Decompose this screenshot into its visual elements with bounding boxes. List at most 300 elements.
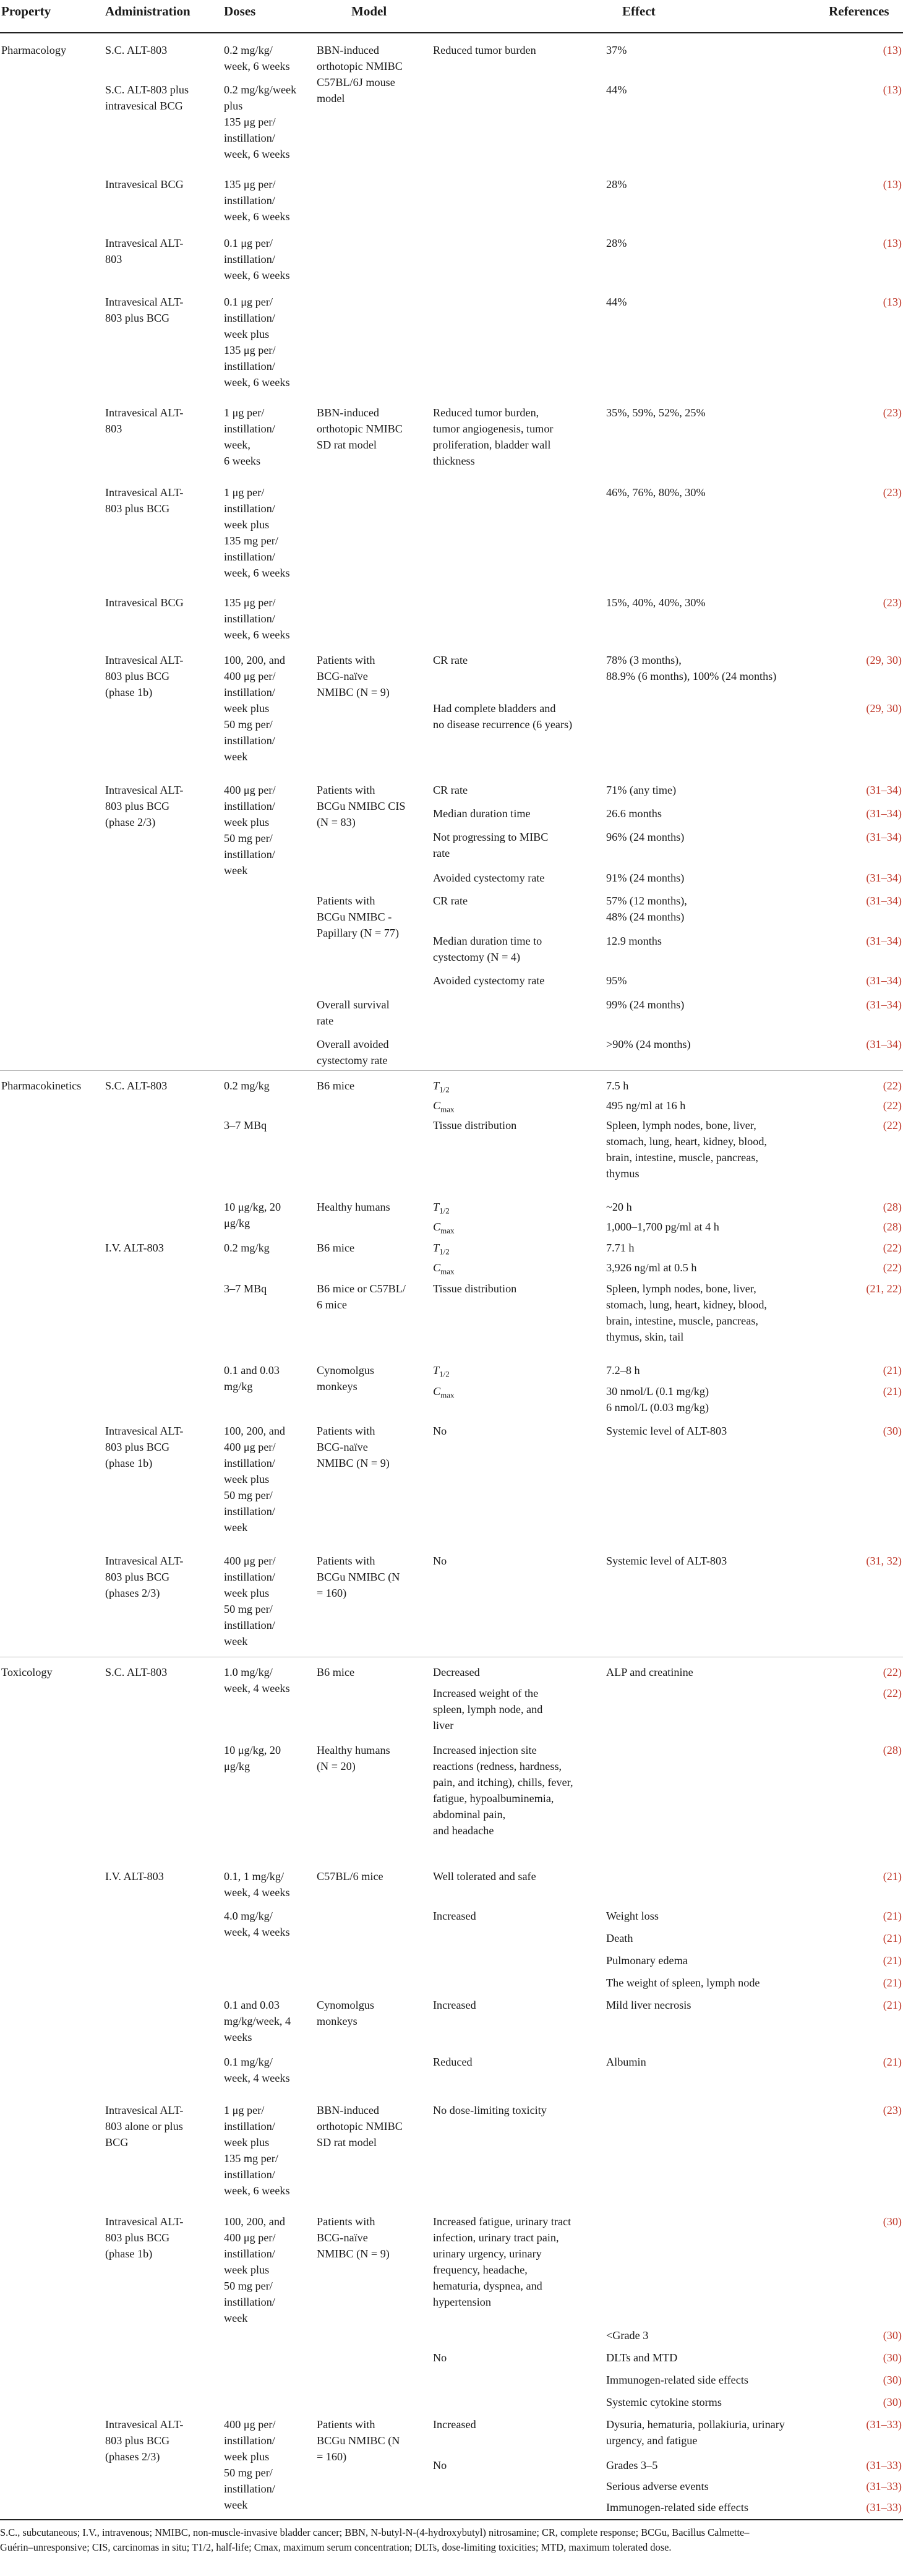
cell-line: week	[224, 1635, 248, 1647]
cell-model	[317, 1553, 400, 1601]
cell-line: Increased fatigue, urinary tract	[433, 2215, 571, 2228]
cell-ref[interactable]	[883, 1952, 902, 1968]
cell-eff1	[433, 42, 536, 58]
cell-line: monkeys	[317, 1380, 357, 1393]
cell-line: >90% (24 months)	[606, 1038, 691, 1050]
cell-ref[interactable]	[883, 1240, 902, 1256]
cell-eff2	[606, 2478, 709, 2494]
cell-line: brain, intestine, muscle, pancreas,	[606, 1315, 758, 1327]
cell-line: plus	[224, 100, 243, 112]
cell-line: week, 6 weeks	[224, 210, 290, 223]
cell-eff2	[606, 484, 706, 500]
cell-eff2	[606, 805, 662, 822]
cell-eff1	[433, 2350, 447, 2366]
cell-ref[interactable]	[866, 1036, 902, 1052]
cell-dose	[224, 1742, 281, 1774]
cell-ref[interactable]	[866, 1281, 902, 1297]
cell-line: 0.1 μg per/	[224, 296, 273, 308]
cell-line: 400 μg per/	[224, 2418, 276, 2431]
cell-line: Overall avoided	[317, 1038, 389, 1050]
cell-line: BCGu NMIBC (N	[317, 2434, 400, 2447]
cell-line: (28)	[883, 1744, 902, 1756]
cell-line: 50 mg per/	[224, 2280, 273, 2292]
cell-line: week plus	[224, 1473, 270, 1485]
header-model: Model	[351, 4, 387, 19]
cell-line: Dysuria, hematuria, pollakiuria, urinary	[606, 2418, 785, 2431]
cell-line: 7.5 h	[606, 1080, 629, 1092]
cell-eff2	[606, 997, 684, 1013]
cell-eff2	[606, 1117, 767, 1182]
cell-line: 3,926 ng/ml at 0.5 h	[606, 1261, 697, 1274]
cell-line: stomach, lung, heart, kidney, blood,	[606, 1299, 767, 1311]
cell-line: Toxicology	[1, 1666, 53, 1678]
cell-line: (23)	[883, 2104, 902, 2116]
cell-dose	[224, 176, 290, 225]
cell-model	[317, 2213, 390, 2262]
cell-eff2	[606, 1199, 632, 1215]
cell-adm	[105, 2213, 183, 2262]
cell-line: (31–34)	[866, 807, 902, 820]
cell-line: instillation/	[224, 2483, 275, 2495]
header-doses: Doses	[224, 4, 256, 19]
cell-eff1	[433, 1240, 450, 1260]
cell-eff1	[433, 2054, 473, 2070]
cell-line: instillation/	[224, 848, 275, 861]
cell-line: Not progressing to MIBC	[433, 831, 549, 843]
cell-eff1	[433, 870, 544, 886]
cell-line: tumor angiogenesis, tumor	[433, 423, 554, 435]
cell-line: liver	[433, 1719, 454, 1732]
cell-dose	[224, 405, 275, 469]
cell-line: $T_{1/2}$	[433, 1242, 450, 1256]
cell-line: week, 4 weeks	[224, 1886, 290, 1899]
cell-line: Avoided cystectomy rate	[433, 974, 545, 987]
cell-eff1	[433, 1553, 447, 1569]
cell-ref[interactable]	[883, 176, 902, 192]
cell-line: (31–34)	[866, 872, 902, 884]
cell-dose	[224, 1240, 270, 1256]
cell-line: Increased injection site	[433, 1744, 537, 1756]
cell-adm	[105, 2102, 183, 2150]
cell-ref[interactable]	[883, 1383, 902, 1399]
cell-line: CR rate	[433, 654, 468, 666]
cell-dose	[224, 1281, 267, 1297]
cell-eff1	[433, 2102, 547, 2118]
cell-line: Intravesical ALT-	[105, 1555, 184, 1567]
cell-line: (22)	[883, 1099, 902, 1112]
cell-dose	[224, 595, 290, 643]
cell-line: C57BL/6 mice	[317, 1870, 383, 1883]
cell-line: instillation/	[224, 734, 275, 747]
cell-eff2	[606, 2416, 785, 2449]
cell-line: μg/kg	[224, 1217, 250, 1229]
cell-adm	[105, 484, 183, 517]
cell-line: instillation/	[224, 312, 275, 324]
cell-eff1	[433, 829, 548, 861]
cell-line: 0.1 and 0.03	[224, 1999, 280, 2011]
cell-ref[interactable]	[866, 2457, 902, 2473]
cell-line: 44%	[606, 84, 627, 96]
cell-dose	[224, 82, 296, 162]
cell-line: 3–7 MBq	[224, 1119, 267, 1131]
cell-eff2	[606, 972, 627, 989]
cell-line: B6 mice or C57BL/	[317, 1282, 406, 1295]
cell-line: BCG-naïve	[317, 2231, 368, 2244]
cell-line: $C_{max}$	[433, 1261, 455, 1276]
cell-line: Patients with	[317, 1425, 375, 1437]
cell-line: 803 plus BCG	[105, 502, 170, 515]
cell-line: 71% (any time)	[606, 784, 677, 796]
cell-ref[interactable]	[866, 893, 902, 909]
cell-line: week plus	[224, 702, 270, 715]
cell-ref[interactable]	[883, 1975, 902, 1991]
cell-line: Intravesical ALT-	[105, 654, 184, 666]
cell-line: (23)	[883, 596, 902, 609]
cell-dose	[224, 484, 290, 581]
cell-line: Mild liver necrosis	[606, 1999, 691, 2011]
cell-line: 803 alone or plus	[105, 2120, 183, 2132]
cell-line: Increased	[433, 1999, 476, 2011]
cell-eff1	[433, 2416, 476, 2432]
cell-line: 400 μg per/	[224, 784, 276, 796]
cell-ref[interactable]	[866, 805, 902, 822]
cell-ref[interactable]	[883, 1423, 902, 1439]
cell-model	[317, 2102, 403, 2150]
cell-eff1	[433, 1908, 476, 1924]
cell-line: 135 μg per/	[224, 116, 276, 128]
cell-line: instillation/	[224, 2168, 275, 2181]
cell-line: 0.1, 1 mg/kg/	[224, 1870, 285, 1883]
cell-line: Patients with	[317, 1555, 375, 1567]
cell-line: BCGu NMIBC (N	[317, 1571, 400, 1583]
cell-ref[interactable]	[883, 294, 902, 310]
cell-eff2	[606, 1930, 633, 1946]
cell-ref[interactable]	[883, 2327, 902, 2343]
cell-line: SD rat model	[317, 2136, 377, 2149]
cell-line: instillation/	[224, 132, 275, 144]
cell-line: week, 6 weeks	[224, 629, 290, 641]
cell-line: (21)	[883, 2056, 902, 2068]
cell-eff2	[606, 2499, 748, 2515]
cell-ref[interactable]	[883, 1362, 902, 1378]
cell-model	[317, 1664, 354, 1680]
cell-line: weeks	[224, 2031, 252, 2043]
cell-line: instillation/	[224, 2248, 275, 2260]
cell-ref[interactable]	[883, 1930, 902, 1946]
cell-ref[interactable]	[883, 2213, 902, 2230]
cell-line: Patients with	[317, 2215, 375, 2228]
cell-line: SD rat model	[317, 439, 377, 451]
cell-line: thymus, skin, tail	[606, 1331, 684, 1343]
cell-line: NMIBC (N = 9)	[317, 686, 390, 698]
cell-line: 803	[105, 423, 122, 435]
cell-dose	[224, 1664, 290, 1696]
cell-line: thickness	[433, 455, 475, 467]
cell-line: (phases 2/3)	[105, 1587, 160, 1599]
cell-line: (phase 1b)	[105, 1457, 153, 1469]
cell-line: Intravesical ALT-	[105, 2104, 184, 2116]
cell-line: BBN-induced	[317, 44, 380, 56]
cell-dose	[224, 1117, 267, 1133]
cell-model	[317, 1199, 390, 1215]
cell-eff2	[606, 1664, 693, 1680]
cell-line: week	[224, 1521, 248, 1534]
cell-line: 135 μg per/	[224, 344, 276, 356]
cell-line: week plus	[224, 1587, 270, 1599]
cell-ref[interactable]	[883, 2372, 902, 2388]
cell-line: 400 μg per/	[224, 1555, 276, 1567]
cell-line: orthotopic NMIBC	[317, 423, 403, 435]
cell-ref[interactable]	[866, 782, 902, 798]
cell-line: 37%	[606, 44, 627, 56]
cell-line: 803 plus BCG	[105, 800, 170, 812]
cell-line: $T_{1/2}$	[433, 1080, 450, 1094]
cell-eff2	[606, 870, 684, 886]
cell-eff2	[606, 176, 627, 192]
cell-line: (21, 22)	[866, 1282, 902, 1295]
cell-eff2	[606, 652, 776, 684]
cell-line: 35%, 59%, 52%, 25%	[606, 406, 706, 419]
cell-line: BCGu NMIBC -	[317, 911, 392, 923]
cell-line: (21)	[883, 1977, 902, 1989]
cell-line: (28)	[883, 1201, 902, 1213]
cell-adm	[105, 1553, 183, 1601]
cell-ref[interactable]	[883, 595, 902, 611]
cell-line: Avoided cystectomy rate	[433, 872, 545, 884]
cell-line: (13)	[883, 178, 902, 191]
cell-line: monkeys	[317, 2015, 357, 2027]
cell-eff2	[606, 405, 706, 421]
cell-line: (29, 30)	[866, 654, 902, 666]
cell-ref[interactable]	[883, 2102, 902, 2118]
cell-line: 50 mg per/	[224, 2467, 273, 2479]
cell-line: BCG	[105, 2136, 129, 2149]
cell-line: (21)	[883, 1364, 902, 1376]
cell-line: model	[317, 92, 345, 105]
cell-line: week	[224, 750, 248, 763]
cell-ref[interactable]	[883, 1742, 902, 1758]
cell-line: orthotopic NMIBC	[317, 60, 403, 72]
cell-eff2	[606, 1975, 760, 1991]
cell-line: hypertension	[433, 2296, 491, 2308]
cell-line: (21)	[883, 1932, 902, 1944]
cell-line: S.C. ALT-803	[105, 1666, 168, 1678]
cell-adm	[105, 1423, 183, 1471]
cell-line: (31–33)	[866, 2480, 902, 2492]
cell-eff1	[433, 1423, 447, 1439]
cell-ref[interactable]	[883, 1664, 902, 1680]
cell-ref[interactable]	[866, 652, 902, 668]
cell-eff2	[606, 1260, 697, 1276]
cell-line: (31–34)	[866, 998, 902, 1011]
cell-ref[interactable]	[866, 1553, 902, 1569]
cell-dose	[224, 42, 290, 74]
cell-line: B6 mice	[317, 1080, 355, 1092]
cell-ref[interactable]	[883, 235, 902, 251]
cell-eff2	[606, 2327, 648, 2343]
cell-eff1	[433, 1742, 573, 1839]
cell-adm	[105, 1078, 167, 1094]
cell-adm	[105, 176, 184, 192]
cell-eff1	[433, 1685, 542, 1733]
cell-ref[interactable]	[883, 82, 902, 98]
cell-line: Pharmacology	[1, 44, 67, 56]
cell-ref[interactable]	[883, 1908, 902, 1924]
cell-line: (21)	[883, 1999, 902, 2011]
cell-line: instillation/	[224, 800, 275, 812]
cell-ref[interactable]	[866, 2499, 902, 2515]
cell-eff1	[433, 1199, 450, 1219]
cell-line: 803	[105, 253, 122, 265]
cell-line: (30)	[883, 2329, 902, 2342]
cell-line: instillation/	[224, 2296, 275, 2308]
cell-line: BBN-induced	[317, 406, 380, 419]
cell-eff1	[433, 1117, 516, 1133]
cell-ref[interactable]	[883, 42, 902, 58]
cell-line: ~20 h	[606, 1201, 632, 1213]
cell-eff2	[606, 1097, 685, 1114]
cell-adm	[105, 782, 183, 830]
cell-eff1	[433, 972, 544, 989]
cell-ref[interactable]	[883, 1117, 902, 1133]
cell-line: frequency, headache,	[433, 2264, 528, 2276]
header-bottom-rule	[0, 32, 903, 33]
cell-line: Patients with	[317, 2418, 375, 2431]
cell-line: $C_{max}$	[433, 1385, 455, 1400]
cell-line: Intravesical BCG	[105, 178, 184, 191]
cell-line: 28%	[606, 237, 627, 249]
cell-prop	[1, 42, 66, 58]
cell-eff2	[606, 2457, 657, 2473]
cell-line: Intravesical ALT-	[105, 486, 184, 499]
cell-line: week, 6 weeks	[224, 269, 290, 281]
cell-dose	[224, 782, 276, 878]
header-administration: Administration	[105, 4, 190, 19]
cell-ref[interactable]	[883, 1868, 902, 1884]
footnote-line: Guérin–unresponsive; CIS, carcinomas in situ; T1/2, half-life; Cmax, maximum serum concentration; DLTs, dose-limiting toxicities; MTD, maximum tolerated dose.	[0, 2541, 672, 2553]
cell-line: (22)	[883, 1119, 902, 1131]
cell-line: Increased	[433, 2418, 476, 2431]
cell-line: 803 plus BCG	[105, 312, 170, 324]
cell-ref[interactable]	[883, 484, 902, 500]
cell-line: (31, 32)	[866, 1555, 902, 1567]
cell-line: Median duration time to	[433, 935, 542, 947]
cell-line: No dose-limiting toxicity	[433, 2104, 547, 2116]
cell-line: week plus	[224, 2450, 270, 2463]
cell-ref[interactable]	[866, 700, 902, 716]
cell-line: week plus	[224, 816, 270, 828]
cell-line: 1,000–1,700 pg/ml at 4 h	[606, 1221, 719, 1233]
cell-ref[interactable]	[883, 1199, 902, 1215]
cell-line: Patients with	[317, 895, 375, 907]
cell-line: CR rate	[433, 784, 468, 796]
cell-ref[interactable]	[866, 829, 902, 845]
cell-ref[interactable]	[866, 972, 902, 989]
cell-ref[interactable]	[883, 1685, 902, 1701]
cell-line: Intravesical ALT-	[105, 296, 184, 308]
cell-line: stomach, lung, heart, kidney, blood,	[606, 1135, 767, 1148]
cell-eff2	[606, 1219, 719, 1235]
cell-line: (31–33)	[866, 2501, 902, 2514]
cell-eff2	[606, 782, 676, 798]
cell-eff1	[433, 2213, 571, 2310]
cell-line: week, 4 weeks	[224, 2072, 290, 2084]
cell-eff2	[606, 933, 662, 949]
cell-line: 7.71 h	[606, 1242, 635, 1254]
cell-line: 28%	[606, 178, 627, 191]
cell-eff1	[433, 2457, 447, 2473]
cell-line: (30)	[883, 2351, 902, 2364]
cell-line: Tissue distribution	[433, 1119, 517, 1131]
cell-dose	[224, 1423, 285, 1535]
cell-line: 1 μg per/	[224, 406, 265, 419]
cell-eff2	[606, 1078, 628, 1094]
cell-ref[interactable]	[883, 2350, 902, 2366]
cell-ref[interactable]	[883, 1097, 902, 1114]
cell-line: (13)	[883, 296, 902, 308]
cell-line: = 160)	[317, 2450, 347, 2463]
cell-ref[interactable]	[883, 1997, 902, 2013]
cell-ref[interactable]	[866, 997, 902, 1013]
cell-line: (29, 30)	[866, 702, 902, 715]
cell-line: 48% (24 months)	[606, 911, 685, 923]
cell-ref[interactable]	[866, 933, 902, 949]
cell-line: $C_{max}$	[433, 1099, 455, 1114]
cell-line: CR rate	[433, 895, 468, 907]
table-footnote	[0, 2525, 903, 2555]
cell-line: Patients with	[317, 654, 375, 666]
cell-line: (31–33)	[866, 2418, 902, 2431]
cell-ref[interactable]	[866, 2478, 902, 2494]
cell-line: Death	[606, 1932, 633, 1944]
cell-line: (13)	[883, 44, 902, 56]
cell-line: instillation/	[224, 1505, 275, 1518]
cell-ref[interactable]	[883, 1078, 902, 1094]
cell-line: NMIBC (N = 9)	[317, 2248, 390, 2260]
cell-line: 10 μg/kg, 20	[224, 1201, 281, 1213]
cell-line: (13)	[883, 84, 902, 96]
cell-eff2	[606, 1908, 659, 1924]
cell-dose	[224, 2213, 285, 2326]
cell-ref[interactable]	[883, 2054, 902, 2070]
cell-line: (21)	[883, 1954, 902, 1967]
cell-line: cystectomy rate	[317, 1054, 388, 1067]
cell-dose	[224, 652, 285, 765]
cell-line: 15%, 40%, 40%, 30%	[606, 596, 706, 609]
cell-eff1	[433, 700, 572, 732]
cell-ref[interactable]	[883, 2394, 902, 2410]
cell-line: 0.1 mg/kg/	[224, 2056, 273, 2068]
cell-eff1	[433, 805, 531, 822]
cell-line: 135 mg per/	[224, 535, 278, 547]
cell-ref[interactable]	[866, 2416, 902, 2432]
cell-ref[interactable]	[883, 1219, 902, 1235]
cell-line: Weight loss	[606, 1910, 659, 1922]
cell-line: 0.1 and 0.03	[224, 1364, 280, 1376]
cell-line: no disease recurrence (6 years)	[433, 718, 573, 731]
cell-line: BCGu NMIBC CIS	[317, 800, 406, 812]
cell-line: orthotopic NMIBC	[317, 2120, 403, 2132]
cell-line: week, 6 weeks	[224, 2184, 290, 2197]
header-effect: Effect	[622, 4, 656, 19]
cell-model	[317, 1742, 390, 1774]
cell-ref[interactable]	[866, 870, 902, 886]
cell-line: Increased weight of the	[433, 1687, 539, 1699]
cell-line: No	[433, 2351, 447, 2364]
cell-ref[interactable]	[883, 1260, 902, 1276]
cell-dose	[224, 1868, 290, 1900]
cell-ref[interactable]	[883, 405, 902, 421]
